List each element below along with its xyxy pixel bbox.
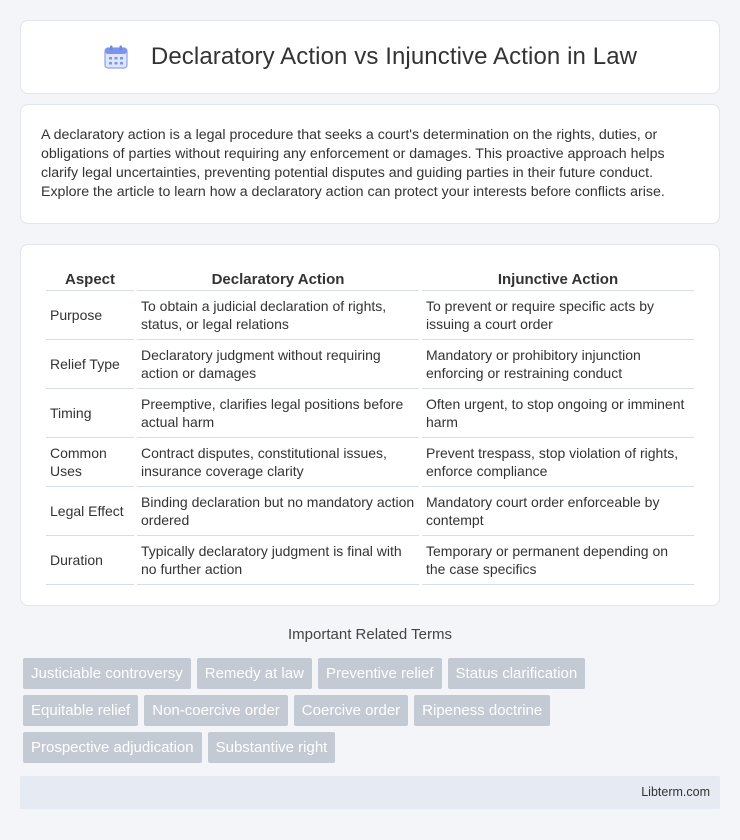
tag-ripeness-doctrine[interactable]: Ripeness doctrine <box>414 695 550 726</box>
tag-preventive-relief[interactable]: Preventive relief <box>318 658 442 689</box>
tag-non-coercive-order[interactable]: Non-coercive order <box>144 695 288 726</box>
row-injunctive: To prevent or require specific acts by issuing a court order <box>422 291 694 340</box>
row-injunctive: Mandatory court order enforceable by contempt <box>422 487 694 536</box>
table-row <box>46 389 694 438</box>
row-aspect: Relief Type <box>46 340 134 389</box>
table-row <box>46 291 694 340</box>
related-terms-title: Important Related Terms <box>288 626 452 643</box>
tag-prospective-adjudication[interactable]: Prospective adjudication <box>23 732 202 763</box>
row-declaratory: Contract disputes, constitutional issues, insurance coverage clarity <box>137 438 419 487</box>
table-row <box>46 340 694 389</box>
row-declaratory: Preemptive, clarifies legal positions before actual harm <box>137 389 419 438</box>
column-header-declaratory: Declaratory Action <box>137 265 419 291</box>
table-row <box>46 536 694 585</box>
calendar-icon <box>103 44 129 70</box>
footer <box>20 776 720 809</box>
footer-site-link[interactable]: Libterm.com <box>641 785 710 799</box>
row-aspect: Purpose <box>46 291 134 340</box>
tag-status-clarification[interactable]: Status clarification <box>448 658 586 689</box>
title-card <box>20 20 720 94</box>
table-row <box>46 487 694 536</box>
tag-equitable-relief[interactable]: Equitable relief <box>23 695 138 726</box>
row-aspect: Duration <box>46 536 134 585</box>
comparison-table-card <box>20 244 720 606</box>
comparison-table <box>43 265 697 585</box>
row-declaratory: Declaratory judgment without requiring action or damages <box>137 340 419 389</box>
page-title: Declaratory Action vs Injunctive Action in Law <box>150 43 638 70</box>
tag-coercive-order[interactable]: Coercive order <box>294 695 408 726</box>
tag-remedy-at-law[interactable]: Remedy at law <box>197 658 312 689</box>
row-declaratory: Typically declaratory judgment is final with no further action <box>137 536 419 585</box>
related-tags-row <box>23 658 723 689</box>
row-injunctive: Often urgent, to stop ongoing or imminent harm <box>422 389 694 438</box>
column-header-aspect: Aspect <box>46 265 134 291</box>
tag-justiciable-controversy[interactable]: Justiciable controversy <box>23 658 191 689</box>
tag-substantive-right[interactable]: Substantive right <box>208 732 336 763</box>
row-injunctive: Temporary or permanent depending on the case specifics <box>422 536 694 585</box>
row-aspect: Common Uses <box>46 438 134 487</box>
related-tags-row <box>23 732 723 763</box>
row-injunctive: Mandatory or prohibitory injunction enforcing or restraining conduct <box>422 340 694 389</box>
intro-card <box>20 104 720 224</box>
column-header-injunctive: Injunctive Action <box>422 265 694 291</box>
row-declaratory: Binding declaration but no mandatory action ordered <box>137 487 419 536</box>
row-injunctive: Prevent trespass, stop violation of rights, enforce compliance <box>422 438 694 487</box>
table-header-row <box>46 265 694 291</box>
row-aspect: Legal Effect <box>46 487 134 536</box>
intro-text: A declaratory action is a legal procedure that seeks a court's determination on the rights, duties, or obligations of parties without requiring any enforcement or damages. This proactive approach helps clarify legal uncertainties, preventing potential disputes and guiding parties in their future conduct. Explore the article to learn how a declaratory action can protect your interests before conflicts arise. <box>41 127 665 200</box>
row-declaratory: To obtain a judicial declaration of rights, status, or legal relations <box>137 291 419 340</box>
table-row <box>46 438 694 487</box>
row-aspect: Timing <box>46 389 134 438</box>
related-tags-row <box>23 695 723 726</box>
